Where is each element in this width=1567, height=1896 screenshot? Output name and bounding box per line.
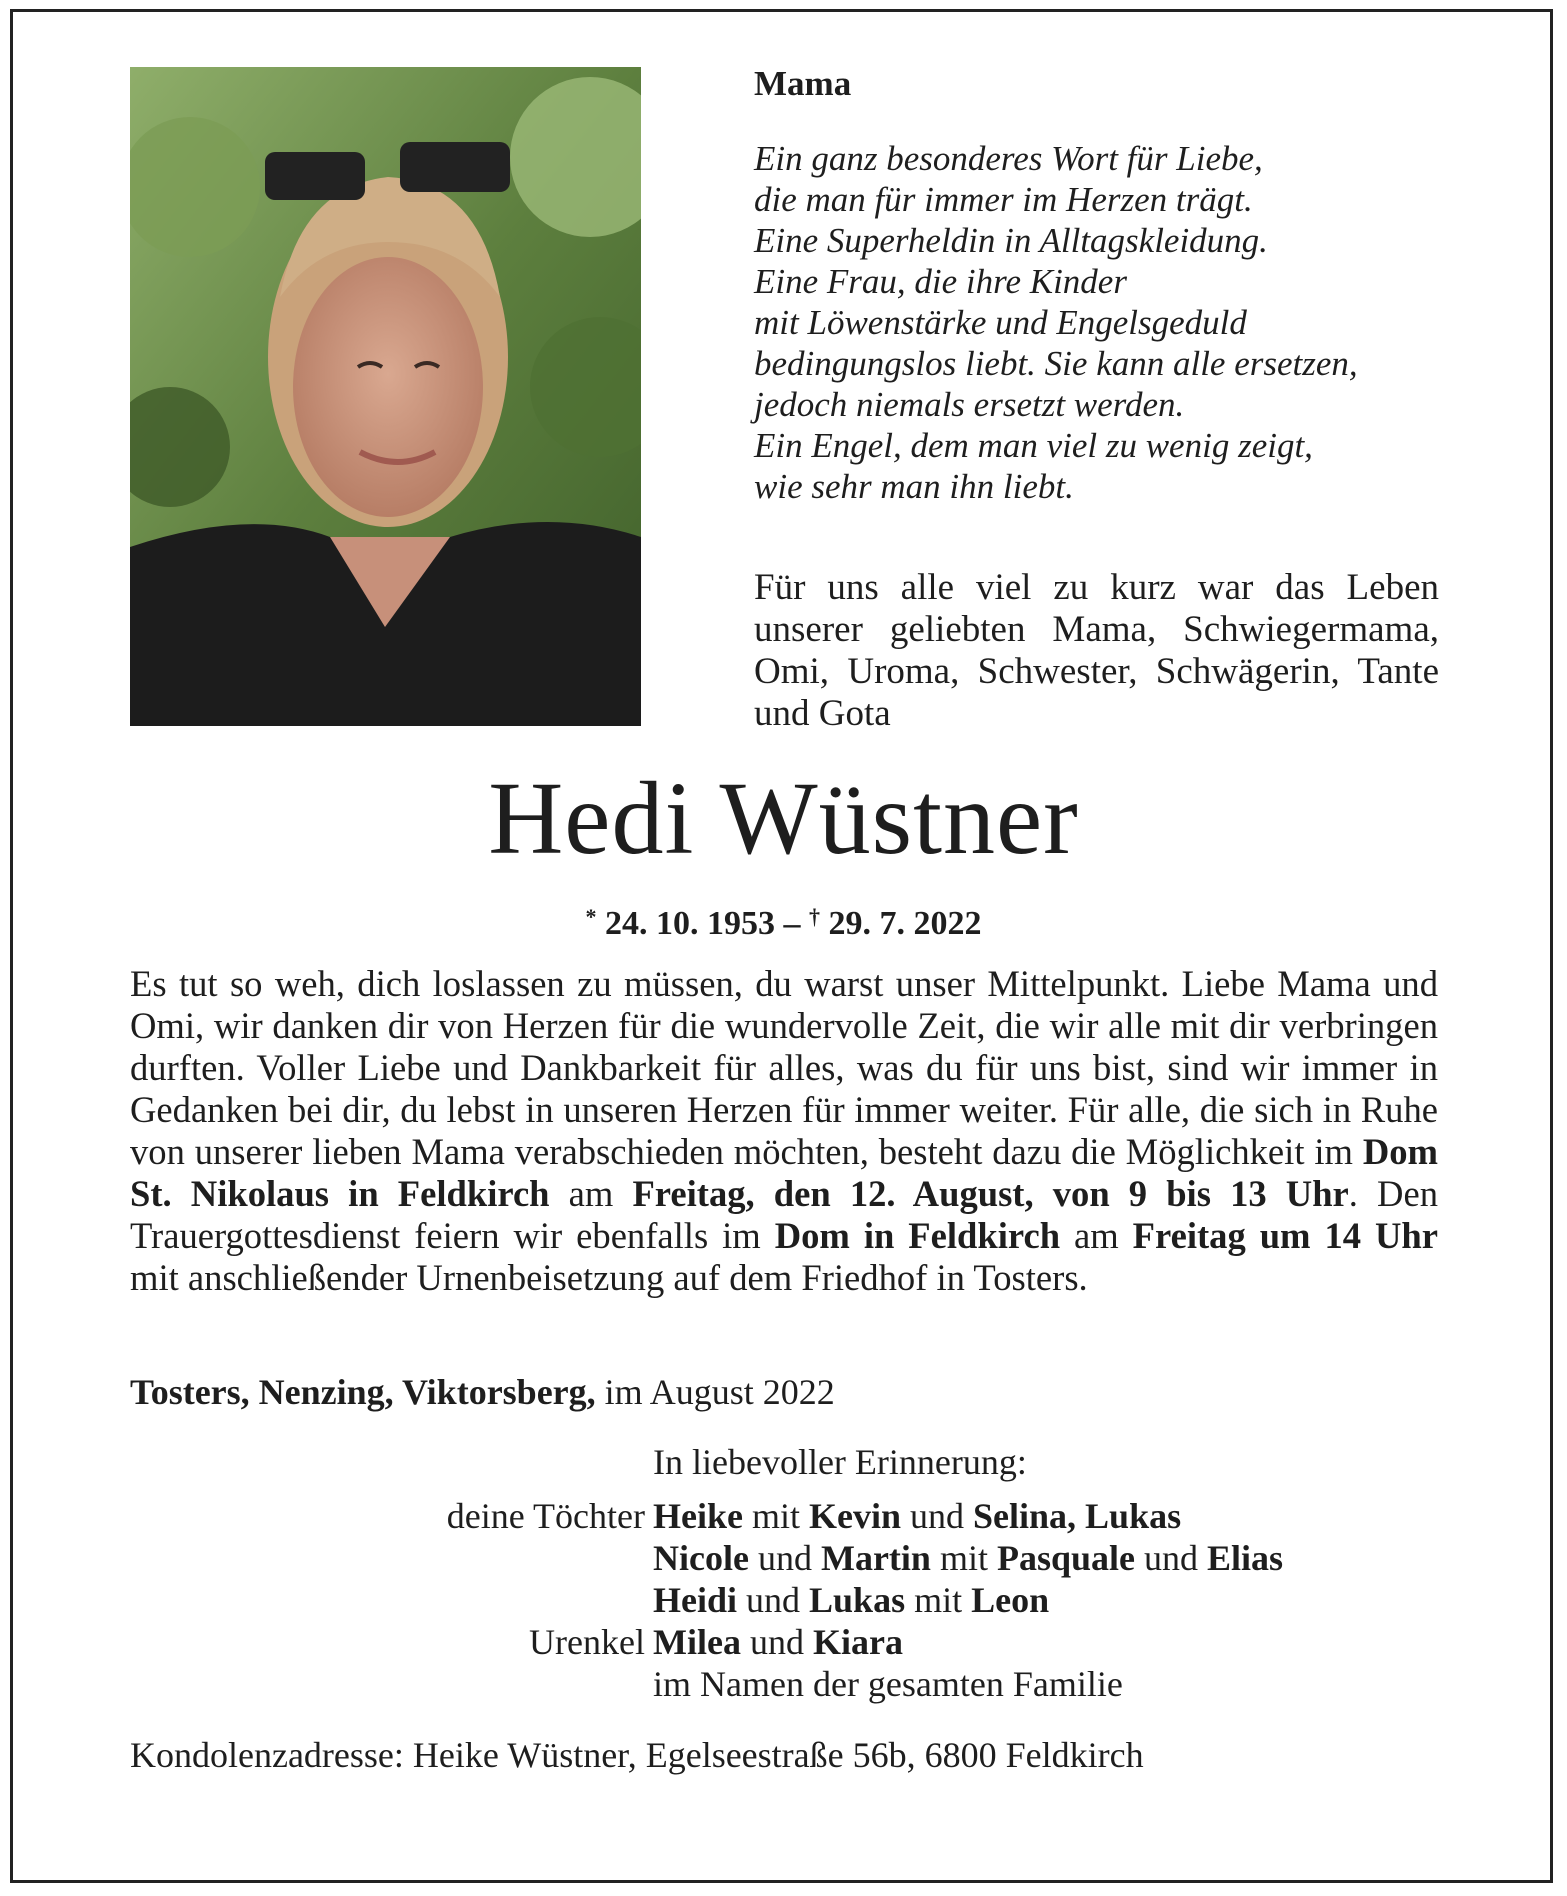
name-bold: Milea	[653, 1622, 741, 1662]
poem-line: Ein Engel, dem man viel zu wenig zeigt,	[754, 426, 1313, 465]
poem-line: bedingungslos liebt. Sie kann alle ersetzen,	[754, 344, 1358, 383]
connector: und	[901, 1496, 974, 1536]
poem-line: wie sehr man ihn liebt.	[754, 467, 1074, 506]
name-bold: Leon	[971, 1580, 1050, 1620]
connector: mit	[905, 1580, 972, 1620]
name-bold: Kevin	[809, 1496, 902, 1536]
name-bold: Nicole	[653, 1538, 749, 1578]
deceased-name: Hedi Wüstner	[488, 761, 1079, 876]
connector: und	[748, 1538, 821, 1578]
body-segment: mit anschließender Urnenbeisetzung auf dem Friedhof in Tosters.	[130, 1257, 1088, 1298]
body-segment-bold: Freitag um 14 Uhr	[1132, 1215, 1438, 1256]
connector: und	[1134, 1538, 1207, 1578]
body-segment: Es tut so weh, dich loslassen zu müssen, du warst unser Mittelpunkt. Liebe Mama und Omi, wir danken dir von Herzen für die wundervolle Zeit, die wir alle mit dir verbringen durften. Voller Liebe und Dankbarkeit für alles, was du für uns bist, sind wir immer in Gedanken bei dir, du lebst in unseren Herzen für immer weiter. Für alle, die sich in Ruhe von unserer lieben Mama verabschieden möchten, besteht dazu die Möglichkeit im	[130, 963, 1438, 1172]
family-closing: im Namen der gesamten Familie	[653, 1664, 1123, 1704]
death-date: 29. 7. 2022	[828, 905, 982, 942]
poem-lines	[754, 138, 1444, 507]
body-segment: am	[1060, 1215, 1133, 1256]
places: Tosters, Nenzing, Viktorsberg,	[130, 1372, 596, 1412]
family-names	[653, 1495, 1181, 1537]
body-segment: am	[549, 1173, 633, 1214]
poem-line: Ein ganz besonderes Wort für Liebe,	[754, 139, 1263, 178]
poem-line: die man für immer im Herzen trägt.	[754, 180, 1253, 219]
place-date-line	[130, 1370, 835, 1414]
connector: mit	[930, 1538, 997, 1578]
family-label: deine Töchter	[446, 1496, 645, 1536]
name-bold: Kiara	[812, 1622, 903, 1662]
portrait-photo	[130, 67, 641, 726]
poem-line: mit Löwenstärke und Engelsgeduld	[754, 303, 1247, 342]
month-year: im August 2022	[595, 1372, 835, 1412]
portrait-photo-icon	[130, 67, 641, 726]
life-dates	[0, 896, 1567, 945]
family-names	[653, 1579, 1049, 1621]
connector: und	[737, 1580, 810, 1620]
family-label: Urenkel	[529, 1622, 645, 1662]
body-text	[130, 963, 1438, 1299]
poem-title: Mama	[754, 64, 852, 103]
connector: und	[740, 1622, 813, 1662]
date-separator: –	[783, 905, 801, 942]
name-bold: Martin	[820, 1538, 931, 1578]
poem-line: jedoch niemals ersetzt werden.	[754, 385, 1185, 424]
name-bold: Pasquale	[996, 1538, 1135, 1578]
name-bold: Selina, Lukas	[973, 1496, 1182, 1536]
name-bold: Heidi	[653, 1580, 738, 1620]
memory-heading: In liebevoller Erinnerung:	[653, 1442, 1027, 1482]
name-bold: Lukas	[809, 1580, 906, 1620]
family-names	[653, 1621, 903, 1663]
poem-line: Eine Frau, die ihre Kinder	[754, 262, 1127, 301]
body-segment-bold: Dom in Feldkirch	[774, 1215, 1061, 1256]
family-names	[653, 1537, 1283, 1579]
body-segment-bold: Freitag, den 12. August, von 9 bis 13 Uhr	[632, 1173, 1349, 1214]
death-symbol: †	[809, 904, 820, 929]
poem	[754, 62, 1444, 507]
condolence-address: Kondolenzadresse: Heike Wüstner, Egelseestraße 56b, 6800 Feldkirch	[130, 1735, 1144, 1775]
intro-text: Für uns alle viel zu kurz war das Leben unserer geliebten Mama, Schwiegermama, Omi, Uroma, Schwester, Schwägerin, Tante und Gota	[754, 567, 1439, 734]
birth-date: 24. 10. 1953	[605, 905, 775, 942]
connector: mit	[742, 1496, 809, 1536]
body-segment: . Den Trauergottesdienst feiern wir ebenfalls im	[130, 1173, 1438, 1256]
body-segment-bold: Dom St. Nikolaus in Feldkirch	[130, 1131, 1438, 1214]
name-bold: Elias	[1206, 1538, 1284, 1578]
family-names	[653, 1663, 1123, 1705]
birth-symbol: *	[585, 904, 597, 929]
poem-line: Eine Superheldin in Alltagskleidung.	[754, 221, 1268, 260]
name-bold: Heike	[653, 1496, 743, 1536]
